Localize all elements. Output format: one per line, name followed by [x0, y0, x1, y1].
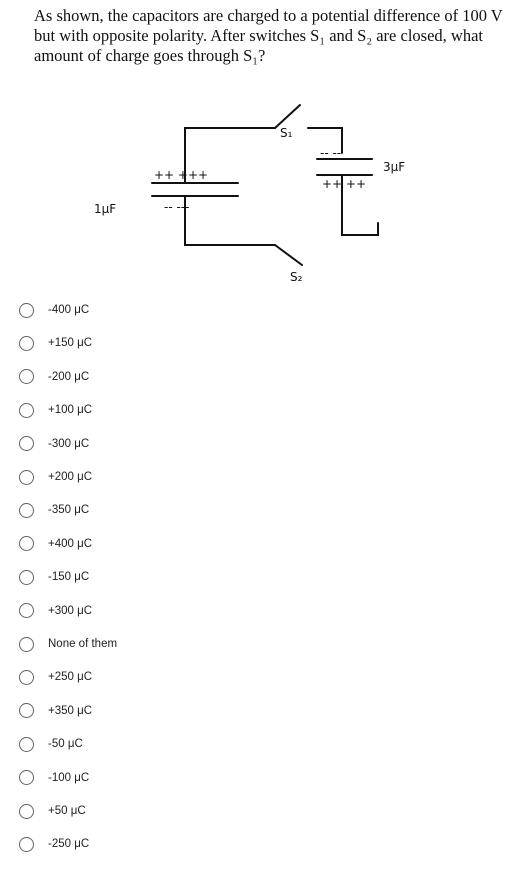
radio-button[interactable]	[19, 570, 34, 585]
answer-option[interactable]	[14, 797, 274, 825]
s1-label: S₁	[280, 126, 293, 140]
answer-option[interactable]	[14, 563, 274, 591]
answer-option[interactable]	[14, 663, 274, 691]
answer-option[interactable]	[14, 296, 274, 324]
radio-button[interactable]	[19, 403, 34, 418]
answer-option-label: -200 μC	[48, 370, 90, 383]
answer-option-label: -150 μC	[48, 571, 90, 584]
radio-button[interactable]	[19, 804, 34, 819]
answer-option-label: -300 μC	[48, 437, 90, 450]
answer-option-label: +250 μC	[48, 671, 93, 684]
radio-button[interactable]	[19, 436, 34, 451]
c2-top-signs: -- --	[320, 146, 342, 160]
radio-button[interactable]	[19, 503, 34, 518]
answer-option[interactable]	[14, 463, 274, 491]
answer-option-label: +50 μC	[48, 805, 86, 817]
answer-option[interactable]	[14, 530, 274, 558]
answer-option-label: -400 μC	[48, 304, 90, 316]
question-text: As shown, the capacitors are charged to a potential difference of 100 V but with opposite polarity. After switches S₁ and S₂ are closed, what amount of charge goes through S₁?	[34, 6, 503, 65]
radio-button[interactable]	[19, 603, 34, 618]
answer-option[interactable]	[14, 396, 274, 424]
circuit-figure	[80, 95, 480, 295]
answer-option[interactable]	[14, 830, 274, 858]
c2-label: 3μF	[383, 160, 406, 174]
c1-top-signs: ++ +++	[154, 168, 209, 182]
answer-option-label: -250 μC	[48, 838, 90, 851]
c2-bottom-signs: ++ ++	[322, 177, 367, 191]
answer-option-label: +150 μC	[48, 337, 93, 350]
answer-option-label: +300 μC	[48, 604, 93, 617]
answer-option-label: +100 μC	[48, 404, 93, 417]
s1-switch-arm	[275, 105, 300, 128]
answer-option[interactable]	[14, 764, 274, 792]
answer-option[interactable]	[14, 697, 274, 725]
answer-option[interactable]	[14, 730, 274, 758]
bottom-left-wire	[185, 196, 275, 245]
radio-button[interactable]	[19, 470, 34, 485]
radio-button[interactable]	[19, 303, 34, 318]
radio-button[interactable]	[19, 369, 34, 384]
answer-option[interactable]	[14, 630, 274, 658]
radio-button[interactable]	[19, 737, 34, 752]
radio-button[interactable]	[19, 703, 34, 718]
answer-option-label: +200 μC	[48, 471, 93, 483]
c1-label: 1μF	[94, 202, 117, 216]
answer-option-label: -100 μC	[48, 771, 90, 784]
s2-label: S₂	[290, 270, 303, 284]
answer-option-label: None of them	[48, 638, 118, 650]
answer-option[interactable]	[14, 329, 274, 357]
c1-bottom-signs: -- ---	[164, 200, 190, 214]
answer-option[interactable]	[14, 430, 274, 458]
radio-button[interactable]	[19, 336, 34, 351]
s2-switch-arm	[275, 245, 302, 265]
radio-button[interactable]	[19, 637, 34, 652]
radio-button[interactable]	[19, 536, 34, 551]
answer-option[interactable]	[14, 363, 274, 391]
answer-option[interactable]	[14, 597, 274, 625]
circuit-diagram	[80, 95, 480, 295]
radio-button[interactable]	[19, 837, 34, 852]
answer-option-label: +400 μC	[48, 537, 93, 550]
answer-option-label: -50 μC	[48, 738, 83, 751]
answer-option[interactable]	[14, 496, 274, 524]
answer-option-label: -350 μC	[48, 504, 90, 517]
radio-button[interactable]	[19, 670, 34, 685]
radio-button[interactable]	[19, 770, 34, 785]
answer-option-label: +350 μC	[48, 704, 93, 717]
